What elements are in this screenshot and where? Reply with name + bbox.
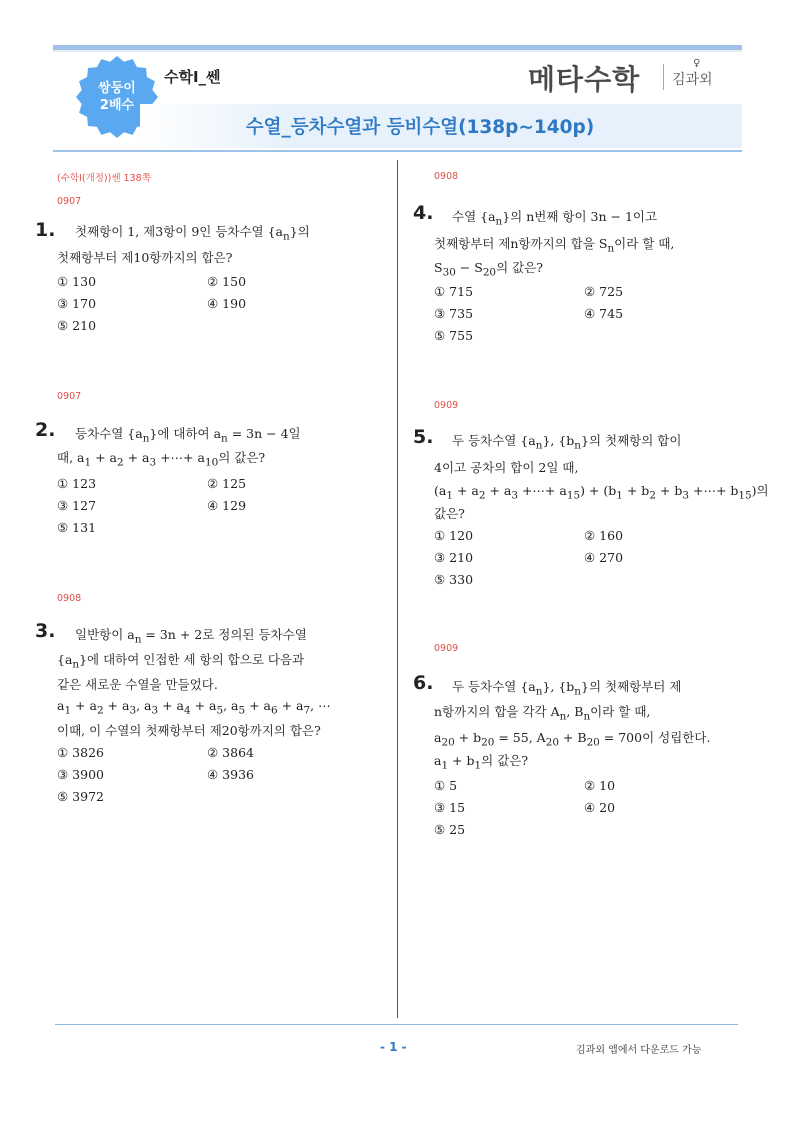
answer-choice[interactable]: ④ 270 <box>584 550 624 565</box>
problem-number: 4. <box>413 202 434 224</box>
problem-text-line: 첫째항부터 제n항까지의 합을 $S_n$이라 할 때, <box>434 236 675 255</box>
answer-choice[interactable]: ① 5 <box>434 778 458 793</box>
badge-line-2: 2배수 <box>99 98 135 113</box>
problem-text-line: 등차수열 $\{a_n\}$에 대하여 $a_n = 3n - 4$일 <box>75 426 301 445</box>
problem-text-line: $a_1 + a_2 + a_3$, $a_3 + a_4 + a_5$, $a_5 + a_6 + a_7$, ⋯ <box>57 698 331 717</box>
answer-choice[interactable]: ① 120 <box>434 528 474 543</box>
answer-choice[interactable]: ② 10 <box>584 778 616 793</box>
problem-code: 0907 <box>57 196 82 207</box>
problem-code: 0909 <box>434 643 459 654</box>
brand-secondary-logo: 김과외 <box>672 72 713 88</box>
answer-choice[interactable]: ③ 170 <box>57 296 97 311</box>
title-rule <box>53 150 742 152</box>
problem-text-line: 두 등차수열 $\{a_n\}$, $\{b_n\}$의 첫째항부터 제 <box>452 679 682 698</box>
problem-text-line: 4이고 공차의 합이 2일 때, <box>434 460 579 475</box>
problem-code: 0908 <box>434 171 459 182</box>
answer-choice[interactable]: ① 3826 <box>57 745 104 760</box>
answer-choice[interactable]: ③ 210 <box>434 550 474 565</box>
answer-choice[interactable]: ③ 127 <box>57 498 97 513</box>
problem-text-line: 수열 $\{a_n\}$의 n번째 항이 3n − 1이고 <box>452 209 658 228</box>
answer-choice[interactable]: ⑤ 210 <box>57 318 97 333</box>
answer-choice[interactable]: ⑤ 25 <box>434 822 466 837</box>
answer-choice[interactable]: ⑤ 330 <box>434 572 474 587</box>
answer-choice[interactable]: ① 130 <box>57 274 97 289</box>
answer-choice[interactable]: ④ 745 <box>584 306 624 321</box>
answer-choice[interactable]: ② 150 <box>207 274 247 289</box>
subject-label: 수학Ⅰ_쎈 <box>164 68 221 86</box>
problem-text-line: 같은 새로운 수열을 만들었다. <box>57 677 218 692</box>
badge-line-1: 쌍둥이 <box>98 81 136 96</box>
problem-number: 6. <box>413 672 434 694</box>
problem-text-line: $\{a_n\}$에 대하여 인접한 세 항의 합으로 다음과 <box>57 652 305 671</box>
answer-choice[interactable]: ④ 129 <box>207 498 247 513</box>
answer-choice[interactable]: ③ 15 <box>434 800 466 815</box>
problem-text-line: $S_{30} - S_{20}$의 값은? <box>434 260 543 279</box>
answer-choice[interactable]: ③ 3900 <box>57 767 104 782</box>
answer-choice[interactable]: ② 160 <box>584 528 624 543</box>
answer-choice[interactable]: ④ 190 <box>207 296 247 311</box>
answer-choice[interactable]: ⑤ 755 <box>434 328 474 343</box>
answer-choice[interactable]: ② 3864 <box>207 745 254 760</box>
problem-code: 0909 <box>434 400 459 411</box>
problem-text-line: 첫째항부터 제10항까지의 합은? <box>57 250 233 265</box>
answer-choice[interactable]: ① 715 <box>434 284 474 299</box>
problem-text-line: $a_1 + b_1$의 값은? <box>434 753 529 772</box>
source-note: (수학Ⅰ(개정))쎈 138쪽 <box>57 173 151 184</box>
page-number: - 1 - <box>380 1040 407 1054</box>
answer-choice[interactable]: ③ 735 <box>434 306 474 321</box>
brand-logo: 메타수학 <box>528 63 641 96</box>
problem-text-line: n항까지의 합을 각각 $A_n$, $B_n$이라 할 때, <box>434 704 651 723</box>
page-title: 수열_등차수열과 등비수열(138p~140p) <box>245 117 595 138</box>
problem-text-line: 첫째항이 1, 제3항이 9인 등차수열 $\{a_n\}$의 <box>75 224 310 243</box>
problem-text-line: 두 등차수열 $\{a_n\}$, $\{b_n\}$의 첫째항의 합이 <box>452 433 682 452</box>
answer-choice[interactable]: ④ 3936 <box>207 767 254 782</box>
problem-text-line: ($a_1 + a_2 + a_3$ +⋯+ $a_{15}) + (b_1 + b_2 + b_3$ +⋯+ $b_{15}$)의 <box>434 483 769 502</box>
brand-divider <box>663 64 664 90</box>
answer-choice[interactable]: ④ 20 <box>584 800 616 815</box>
person-icon: ♀ <box>693 58 701 69</box>
problem-number: 2. <box>35 419 56 441</box>
problem-code: 0908 <box>57 593 82 604</box>
download-note: 김과외 앱에서 다운로드 가능 <box>576 1045 702 1056</box>
answer-choice[interactable]: ① 123 <box>57 476 97 491</box>
answer-choice[interactable]: ② 725 <box>584 284 624 299</box>
column-divider <box>397 160 398 1018</box>
problem-number: 5. <box>413 426 434 448</box>
problem-text-line: 때, $a_1 + a_2 + a_3$ +⋯+ $a_{10}$의 값은? <box>57 450 266 469</box>
problem-code: 0907 <box>57 391 82 402</box>
answer-choice[interactable]: ② 125 <box>207 476 247 491</box>
footer-rule <box>55 1024 738 1025</box>
problem-text-line: 일반항이 $a_n = 3n + 2$로 정의된 등차수열 <box>75 627 307 646</box>
problem-text-line: 값은? <box>434 506 465 521</box>
problem-number: 1. <box>35 219 56 241</box>
problem-text-line: 이때, 이 수열의 첫째항부터 제20항까지의 합은? <box>57 723 321 738</box>
top-rule <box>53 45 742 50</box>
problem-number: 3. <box>35 620 56 642</box>
answer-choice[interactable]: ⑤ 3972 <box>57 789 104 804</box>
answer-choice[interactable]: ⑤ 131 <box>57 520 97 535</box>
problem-text-line: $a_{20} + b_{20} = 55$, $A_{20} + B_{20} = 700$이 성립한다. <box>434 730 711 749</box>
